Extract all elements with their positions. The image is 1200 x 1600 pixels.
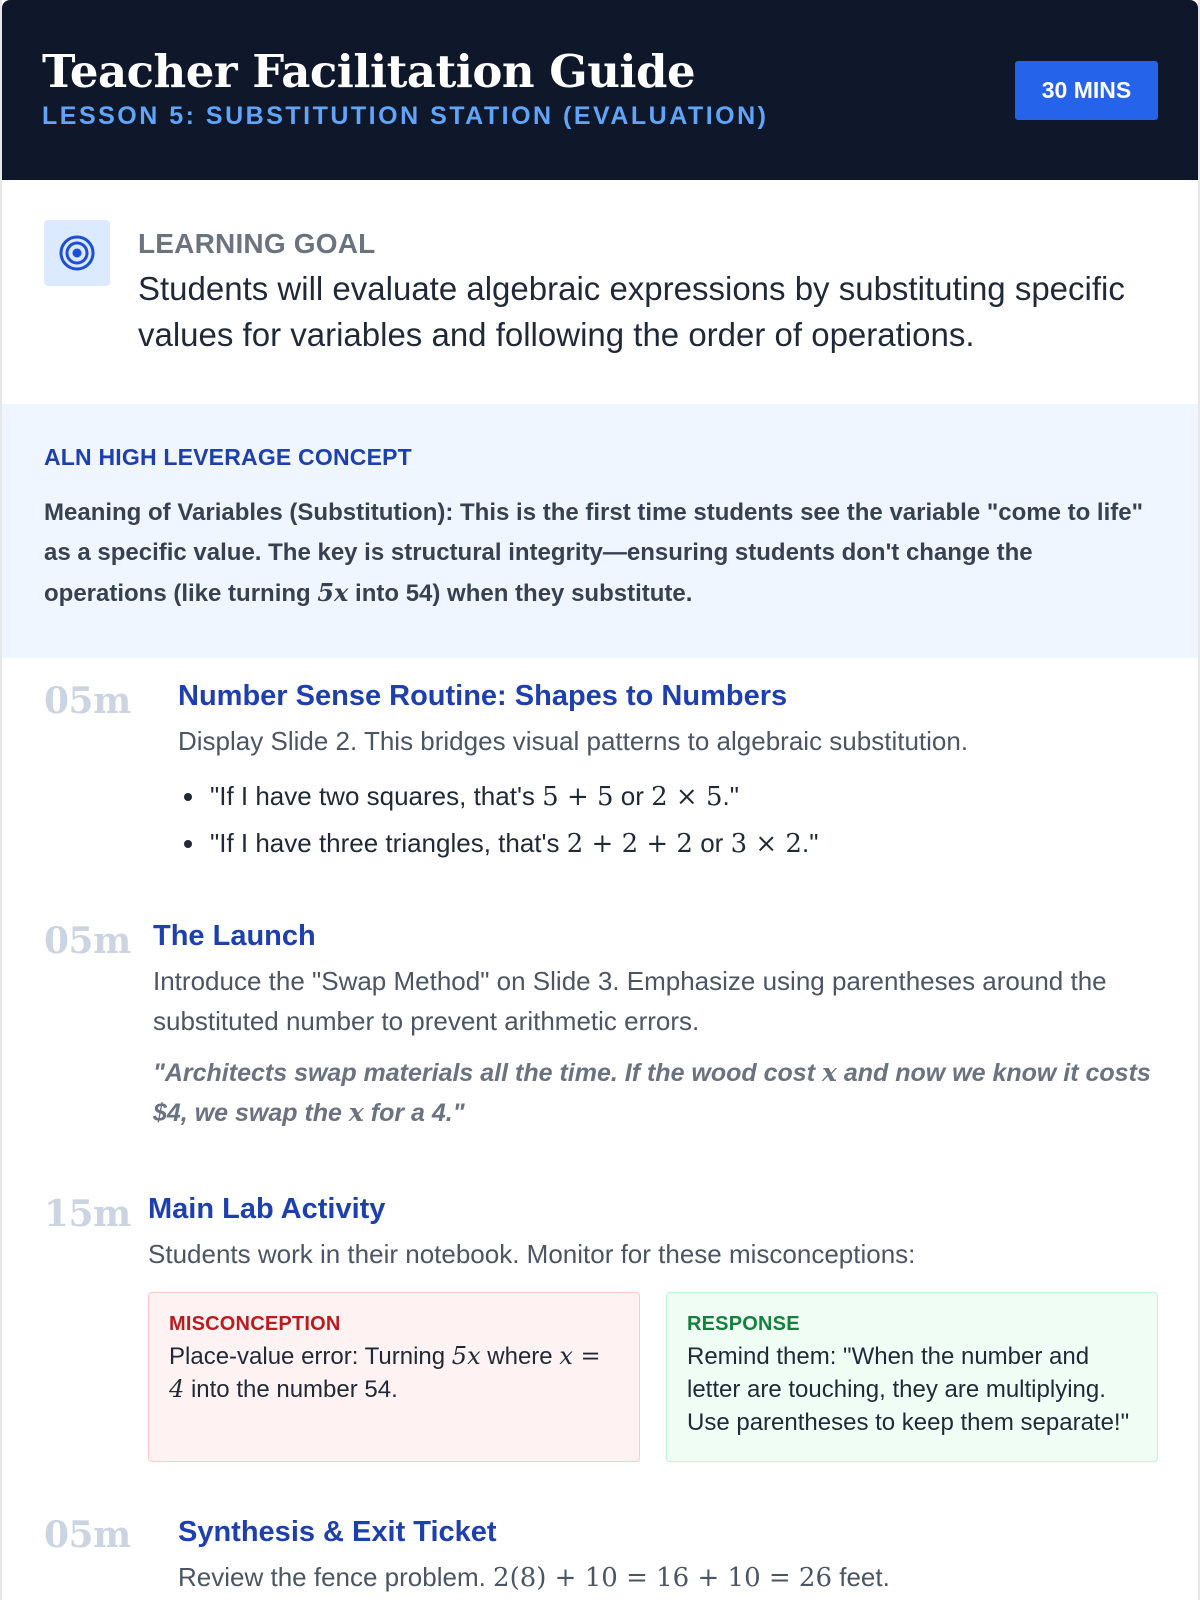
card-math: 5x: [451, 1342, 481, 1370]
section-title: Synthesis & Exit Ticket: [178, 1516, 497, 1548]
response-label: RESPONSE: [687, 1313, 800, 1335]
section-description: Introduce the "Swap Method" on Slide 3. Emphasize using parentheses around the substituted number to prevent arithmetic errors.: [153, 966, 1107, 1036]
response-text: Remind them: "When the number and letter are touching, they are multiplying. Use parentheses to keep them separate!": [687, 1343, 1130, 1436]
section-title: Main Lab Activity: [148, 1193, 386, 1225]
section-time: 05m: [44, 680, 131, 722]
list-item: [178, 773, 1158, 820]
quote-math: x: [821, 1058, 837, 1087]
desc-math: 2(8) + 10 = 16 + 10 = 26: [493, 1563, 833, 1593]
section-description: Students work in their notebook. Monitor for these misconceptions:: [148, 1239, 916, 1269]
list-item: [178, 820, 1158, 867]
bullet-text: or: [613, 781, 652, 811]
section-synthesis: [178, 1516, 1158, 1598]
concept-text: [44, 493, 1156, 614]
misconception-cards: [148, 1292, 1158, 1462]
bullet-math: 5 + 5: [542, 782, 614, 812]
learning-goal-text: Students will evaluate algebraic expressions by substituting specific values for variables and following the order of operations.: [138, 270, 1125, 353]
bullet-text: or: [692, 828, 731, 858]
lesson-subtitle: LESSON 5: SUBSTITUTION STATION (EVALUATION): [42, 102, 769, 130]
learning-goal-label: LEARNING GOAL: [138, 228, 376, 259]
card-math: x = 4: [169, 1342, 601, 1403]
bullet-math: 3 × 2: [730, 829, 802, 859]
concept-text-part: Meaning of Variables (Substitution): This is the first time students see the variable "come to life" as a specific value. The key is structural integrity—ensuring students don't change the operations (like turning: [44, 499, 1143, 607]
card-text-part: Place-value error: Turning: [169, 1343, 452, 1370]
section-main-lab: [148, 1193, 1158, 1462]
duration-badge: 30 MINS: [1015, 61, 1158, 120]
section-time: 05m: [44, 1514, 131, 1556]
concept-text-part: into 54) when they substitute.: [348, 580, 693, 607]
card-text-part: into the number 54.: [184, 1376, 398, 1403]
desc-text: Review the fence problem.: [178, 1562, 494, 1592]
section-description: Display Slide 2. This bridges visual patterns to algebraic substitution.: [178, 726, 969, 756]
high-leverage-concept: [2, 404, 1198, 658]
response-card: [666, 1292, 1158, 1462]
bullet-math: 2 × 5: [651, 782, 723, 812]
guide-header: [2, 0, 1198, 180]
concept-math: 5x: [317, 578, 349, 607]
section-number-sense: [178, 680, 1158, 867]
concept-label: ALN HIGH LEVERAGE CONCEPT: [44, 444, 412, 470]
bullet-text: .": [801, 828, 819, 858]
misconception-label: MISCONCEPTION: [169, 1313, 341, 1335]
card-text-part: where: [480, 1343, 560, 1370]
bullet-text: "If I have three triangles, that's: [210, 828, 567, 858]
misconception-card: [148, 1292, 640, 1462]
learning-goal: [2, 180, 1198, 404]
quote-text: and now we know it costs $4, we swap the: [153, 1059, 1151, 1127]
quote-math: x: [348, 1098, 364, 1127]
section-time: 15m: [44, 1193, 131, 1235]
bullet-text: .": [722, 781, 739, 811]
page-title: Teacher Facilitation Guide: [42, 45, 696, 98]
quote-text: "Architects swap materials all the time. If the wood cost: [153, 1059, 822, 1087]
quote-text: for a 4.": [363, 1099, 465, 1127]
bullet-text: "If I have two squares, that's: [210, 781, 543, 811]
section-title: The Launch: [153, 920, 316, 952]
section-description: [178, 1557, 1158, 1598]
desc-text: feet.: [832, 1562, 890, 1592]
target-icon: [44, 220, 110, 286]
teacher-quote: [153, 1053, 1158, 1133]
section-title: Number Sense Routine: Shapes to Numbers: [178, 680, 788, 712]
bullet-math: 2 + 2 + 2: [566, 829, 693, 859]
bullet-list: [178, 773, 1158, 867]
misconception-text: [169, 1340, 619, 1406]
section-time: 05m: [44, 920, 131, 962]
section-launch: [153, 920, 1158, 1133]
